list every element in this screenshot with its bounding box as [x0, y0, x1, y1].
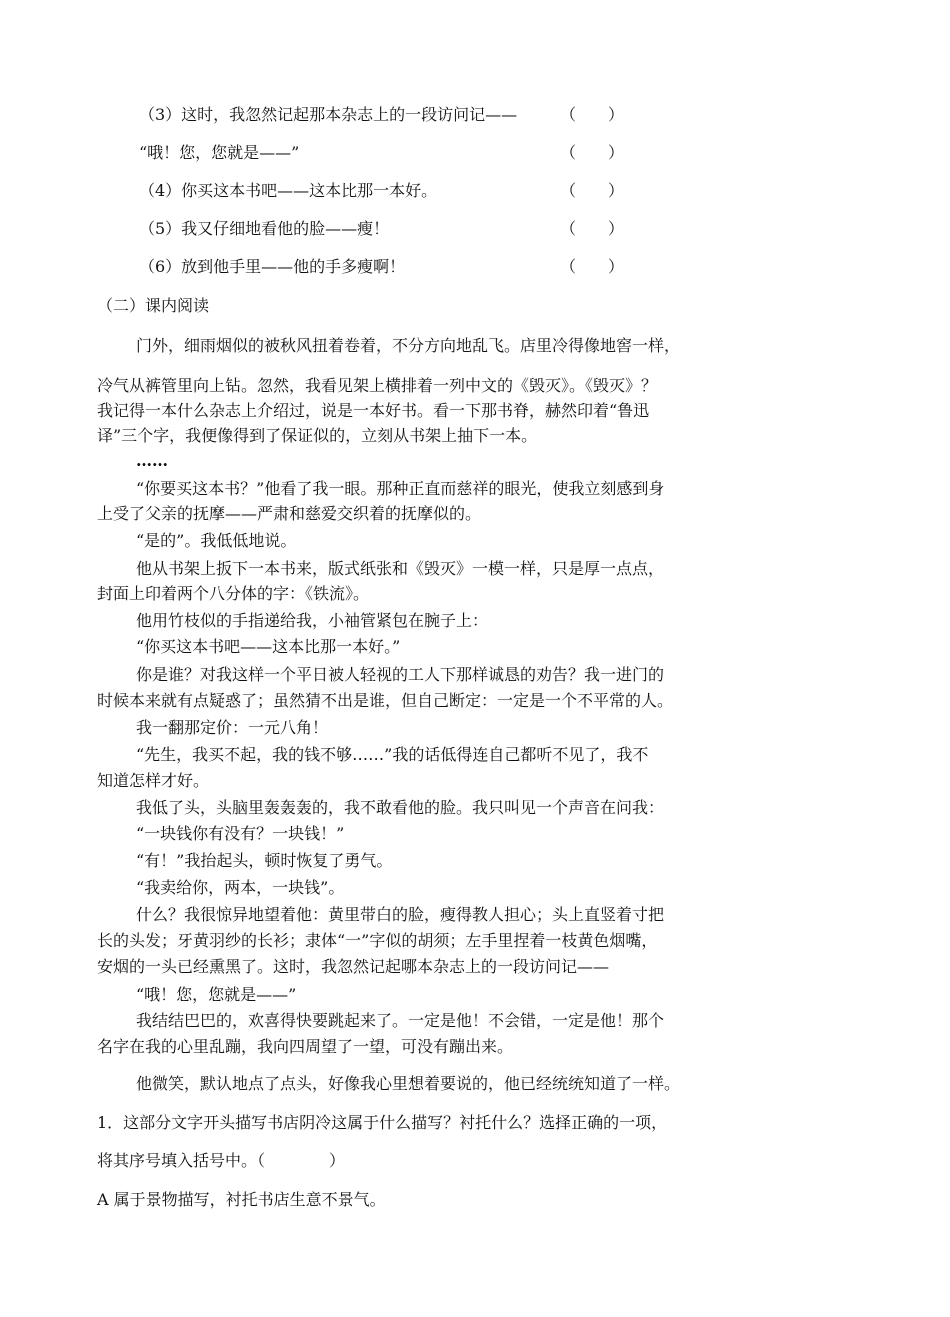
passage-line: 门外，细雨烟似的被秋风扭着卷着，不分方向地乱飞。店里冷得像地窖一样， — [136, 336, 681, 355]
passage-line: 我一翻那定价：一元八角！ — [136, 718, 329, 737]
passage-line: “一块钱你有没有？一块钱！” — [136, 824, 345, 843]
passage-line: “你要买这本书？”他看了我一眼。那种正直而慈祥的眼光，使我立刻感到身 — [136, 479, 665, 498]
question-1-line-1: 1．这部分文字开头描写书店阴冷这属于什么描写？衬托什么？选择正确的一项， — [97, 1113, 668, 1132]
passage-line: “是的”。我低低地说。 — [136, 531, 297, 550]
passage-line: “哦！您，您就是——” — [136, 985, 297, 1004]
passage-line: “你买这本书吧——这本比那一本好。” — [136, 637, 401, 656]
item-6-blank: （ ） — [560, 257, 625, 276]
passage-line: 知道怎样才好。 — [97, 771, 210, 790]
passage-line: 冷气从裤管里向上钻。忽然，我看见架上横排着一列中文的《毁灭》。《毁灭》？ — [97, 376, 658, 395]
passage-line: 我低了头，头脑里轰轰轰的，我不敢看他的脸。我只叫见一个声音在问我： — [136, 798, 665, 817]
section-heading: （二）课内阅读 — [97, 296, 210, 315]
question-1-option-a: A 属于景物描写，衬托书店生意不景气。 — [97, 1190, 386, 1209]
item-6-text: （6）放到他手里——他的手多瘦啊！ — [139, 257, 406, 276]
passage-line: 译”三个字，我便像得到了保证似的，立刻从书架上抽下一本。 — [97, 426, 538, 445]
item-3-text: （3）这时，我忽然记起那本杂志上的一段访问记—— — [139, 105, 518, 124]
passage-line: 上受了父亲的抚摩——严肃和慈爱交织着的抚摩似的。 — [97, 504, 482, 523]
item-3-blank: （ ） — [560, 105, 625, 124]
passage-line: 长的头发；牙黄羽纱的长衫；隶体“一”字似的胡须；左手里捏着一枝黄色烟嘴， — [97, 931, 658, 950]
passage-line: “有！”我抬起头，顿时恢复了勇气。 — [136, 851, 393, 870]
item-3b-blank: （ ） — [560, 143, 625, 162]
passage-line: 安烟的一头已经熏黑了。这时，我忽然记起哪本杂志上的一段访问记—— — [97, 957, 610, 976]
item-3b-text: “哦！您，您就是——” — [139, 143, 300, 162]
passage-line: 他用竹枝似的手指递给我，小袖管紧包在腕子上： — [136, 611, 489, 630]
passage-line: 什么？我很惊异地望着他：黄里带白的脸，瘦得教人担心；头上直竖着寸把 — [136, 905, 665, 924]
passage-line: 他从书架上扳下一本书来，版式纸张和《毁灭》一模一样，只是厚一点点， — [136, 559, 665, 578]
passage-ellipsis: …… — [136, 451, 168, 470]
passage-line: 他微笑，默认地点了点头，好像我心里想着要说的，他已经统统知道了一样。 — [136, 1074, 681, 1093]
passage-line: “先生，我买不起，我的钱不够……”我的话低得连自己都听不见了，我不 — [136, 745, 649, 764]
item-4-text: （4）你买这本书吧——这本比那一本好。 — [139, 181, 438, 200]
passage-line: 你是谁？对我这样一个平日被人轻视的工人下那样诚恳的劝告？我一进门的 — [136, 665, 665, 684]
item-5-blank: （ ） — [560, 219, 625, 238]
passage-line: 我记得一本什么杂志上介绍过，说是一本好书。看一下那书脊，赫然印着“鲁迅 — [97, 401, 650, 420]
passage-line: “我卖给你，两本，一块钱”。 — [136, 878, 345, 897]
passage-line: 名字在我的心里乱蹦，我向四周望了一望，可没有蹦出来。 — [97, 1037, 514, 1056]
question-1-line-2: 将其序号填入括号中。（ ） — [97, 1151, 346, 1170]
item-5-text: （5）我又仔细地看他的脸——瘦！ — [139, 219, 390, 238]
passage-line: 封面上印着两个八分体的字：《铁流》。 — [97, 584, 370, 603]
passage-line: 我结结巴巴的，欢喜得快要跳起来了。一定是他！不会错，一定是他！那个 — [136, 1011, 665, 1030]
passage-line: 时候本来就有点疑惑了；虽然猜不出是谁，但自己断定：一定是一个不平常的人。 — [97, 691, 674, 710]
item-4-blank: （ ） — [560, 181, 625, 200]
